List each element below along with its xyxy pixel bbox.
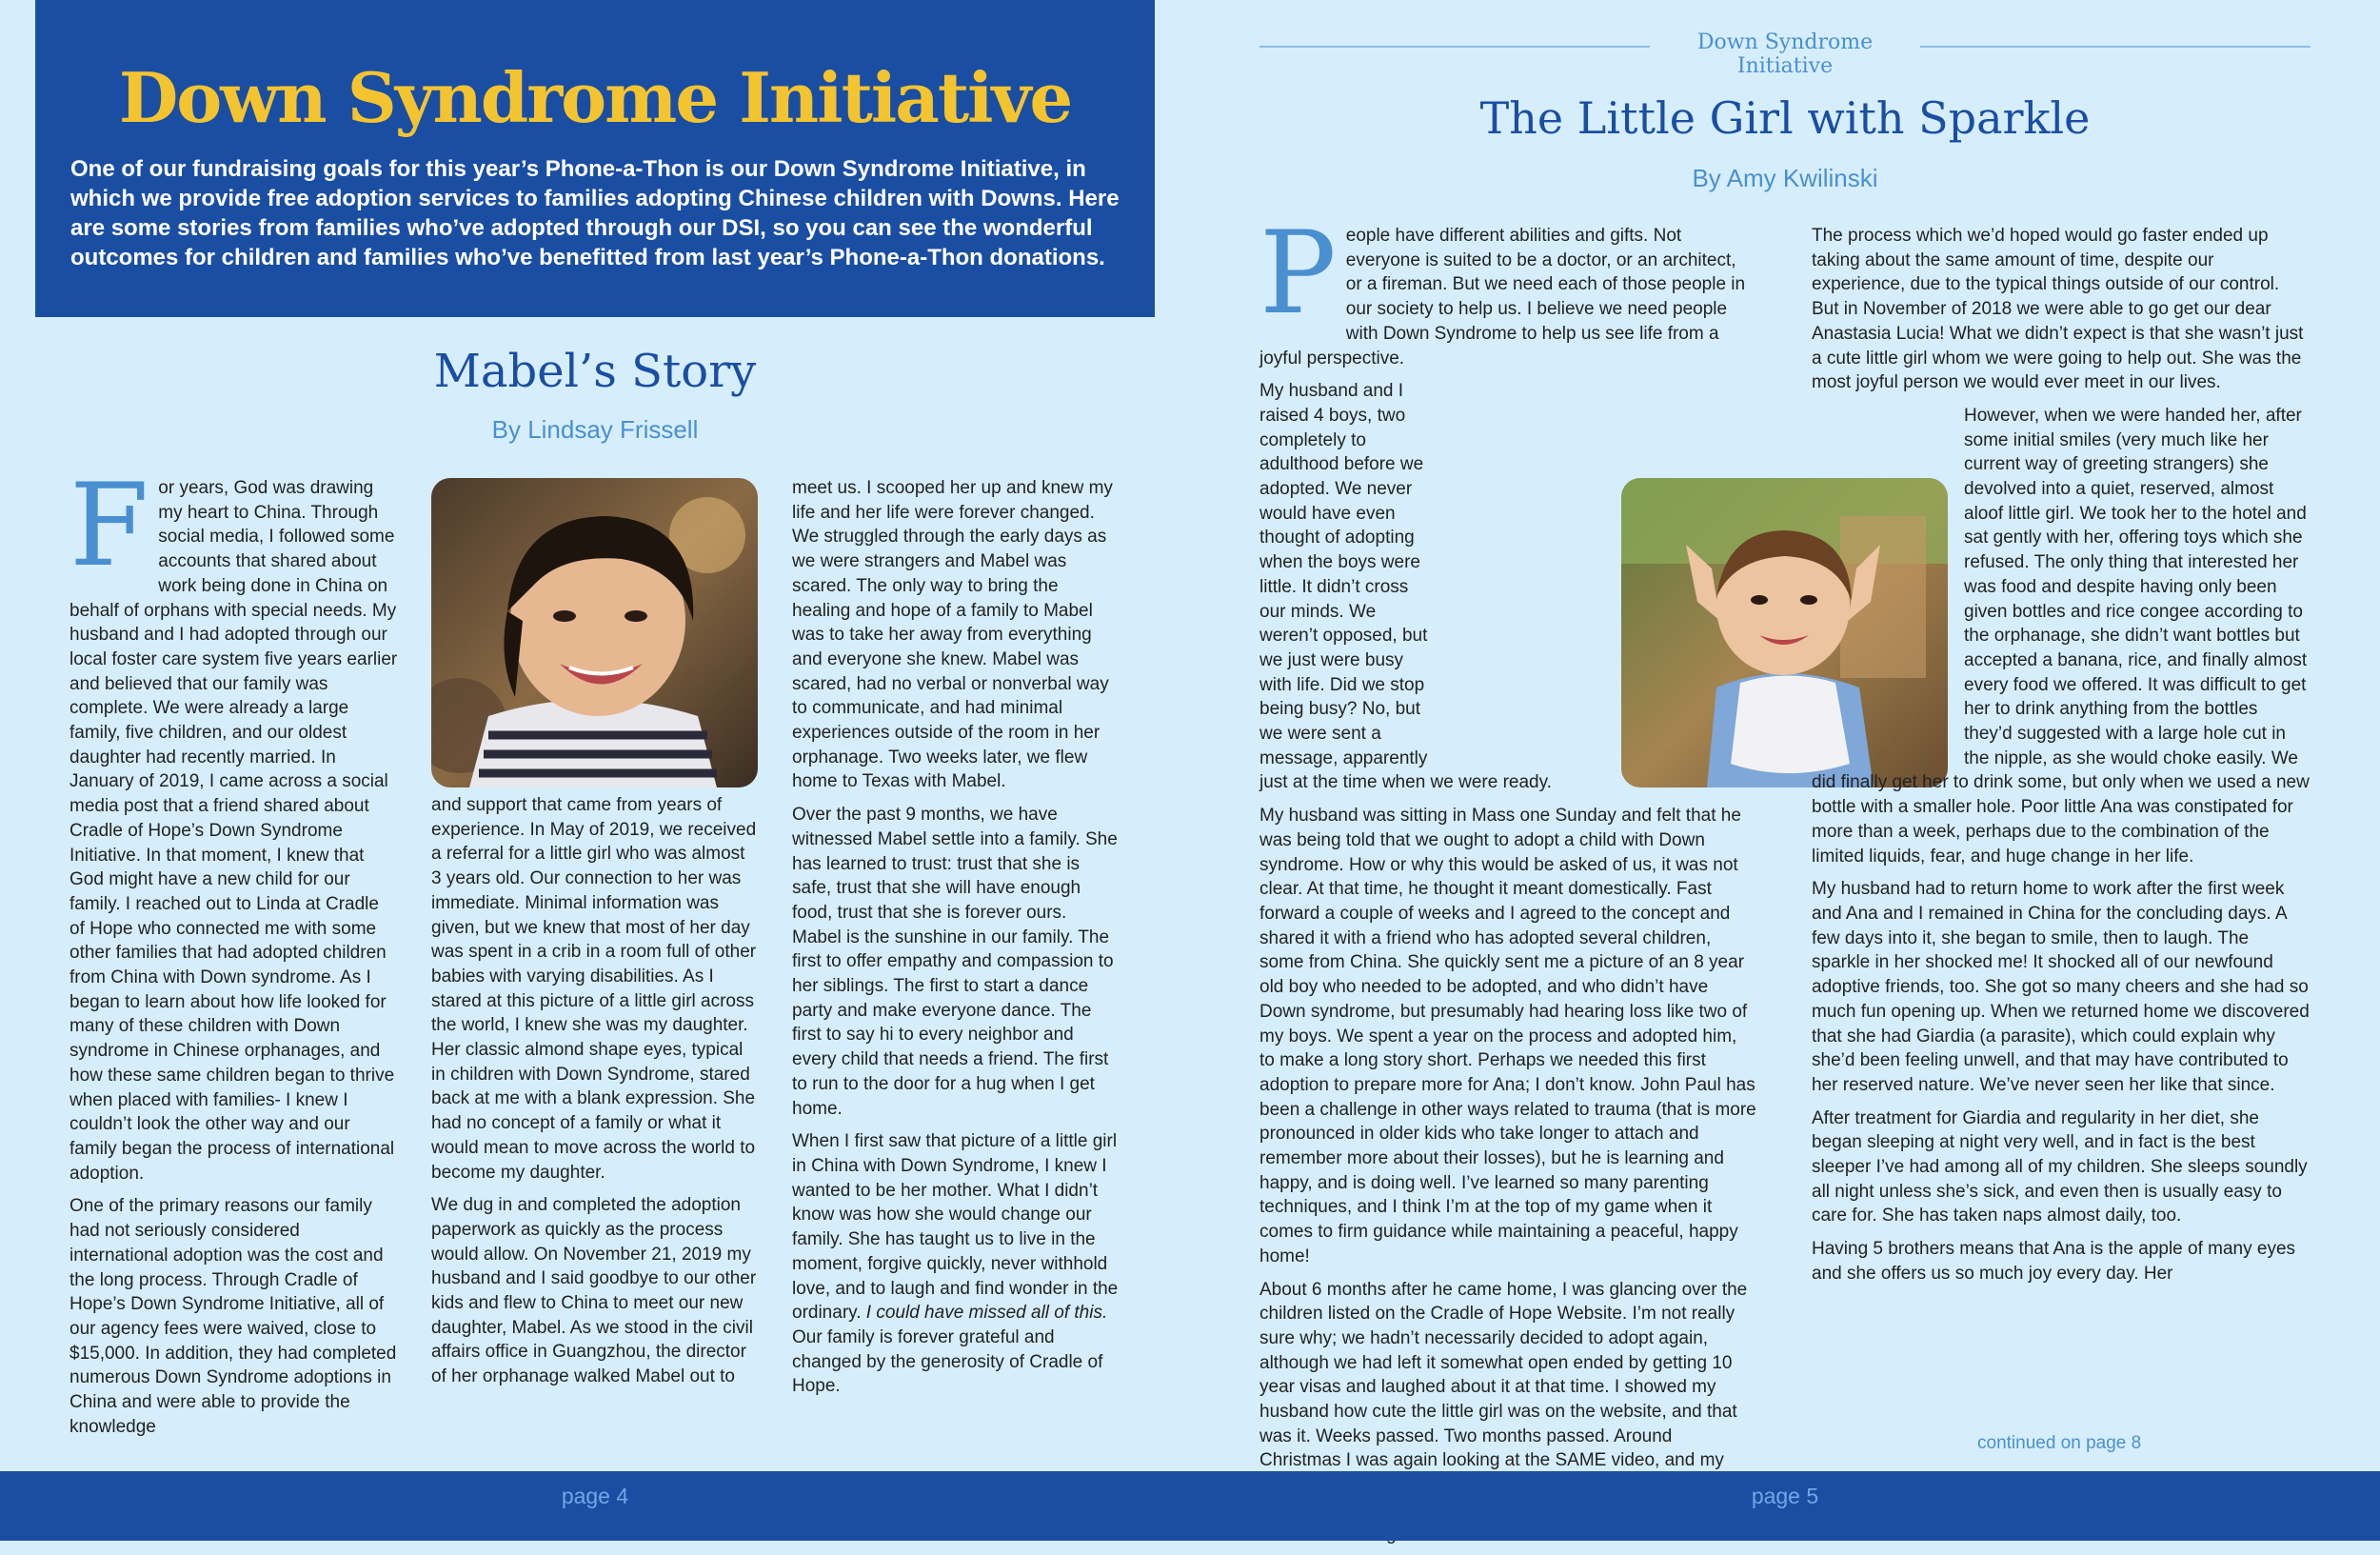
- header-rule-right: [1920, 46, 2311, 48]
- story1-column-2: [431, 793, 760, 1398]
- running-header: Down Syndrome Initiative: [1696, 30, 1874, 78]
- story2-col1-p1: eople have different abilities and gifts. Not everyone is suited to be a doctor, or an architect, or a fireman. But we need each of those people in our society to help us. I believe we need people with Down Syndrome to help us see life from a joyful perspective.: [1259, 226, 1746, 369]
- story1-col2-p1: and support that came from years of experience. In May of 2019, we received a referral for a little girl who was almost 3 years old. Our connection to her was immediate. Minimal information was given, but we knew that most of her day was spent in a crib in a room full of other babies with varying disabilities. As I stared at this picture of a little girl across the world, I knew she was my daughter. Her classic almond shape eyes, typical in children with Down Syndrome, stared back at me with a blank expression. She had no concept of a family or what it would mean to move across the world to become my daughter.: [431, 795, 757, 1183]
- story2-col2-p1: The process which we’d hoped would go faster ended up taking about the same amount of time, despite our experience, due to the typical things outside of our control. But in November of 2018 we were able to go get our dear Anastasia Lucia! What we didn’t expect is that she wasn’t just a cute little girl whom we were going to help out. She was the most joyful person we would ever meet in our lives.: [1812, 226, 2304, 393]
- story2-col2-p4: After treatment for Giardia and regularity in her diet, she began sleeping at night very well, and in fact is the best sleeper I’ve had among all of my children. She sleeps soundly all night unless she’s sick, and even then is usually easy to care for. She has taken naps almost daily, too.: [1812, 1107, 2308, 1226]
- story1-col2-p2: We dug in and completed the adoption paperwork as quickly as the process would allow. On November 21, 2019 my husband and I said goodbye to our other kids and flew to China to meet our new daughter, Mabel. As we stood in the civil affairs office in Guangzhou, the director of her orphanage walked Mabel out to: [431, 1195, 757, 1387]
- footer-bar: [0, 1471, 2380, 1541]
- story1-dropcap: F: [69, 460, 149, 592]
- story2-column-2: [1812, 224, 2311, 1295]
- intro-banner: [35, 0, 1155, 317]
- story1-col3-p1: meet us. I scooped her up and knew my life and her life were forever changed. We struggled through the early days as we were strangers and Mabel was scared. The only way to bring the healing and hope of a family to Mabel was to take her away from everything and everyone she knew. Mabel was scared, had no verbal or nonverbal way to communicate, and had minimal experiences outside of the room in her orphanage. Two weeks later, we flew home to Texas with Mabel.: [792, 478, 1113, 792]
- story2-column-1: [1259, 208, 1756, 1555]
- story2-col2-p5: Having 5 brothers means that Ana is the apple of many eyes and she offers us so much joy every day. Her: [1812, 1239, 2296, 1284]
- story2-col1-p2: My husband and I raised 4 boys, two completely to adulthood before we adopted. We never would have even thought of adopting when the boys were little. It didn’t cross our minds. We weren’t opposed, but we just were busy with life. Did we stop being busy? No, but we were sent a message, apparently just at the time when we were ready.: [1259, 381, 1552, 793]
- story1-col3-p3b: Our family is forever grateful and changed by the generosity of Cradle of Hope.: [792, 1326, 1103, 1397]
- story2-col2-p2: However, when we were handed her, after some initial smiles (very much like her current way of greeting strangers) she devolved into a quiet, reserved, almost aloof little girl. We took her to the hotel and sat gently with her, offering toys which she refused. The only thing that interested her was food and despite having only been given bottles and rice congee according to the orphanage, she didn’t want bottles but accepted a banana, rice, and finally almost every food we offered. It was difficult to get her to drink anything from the bottles they’d suggested with a large hole cut in the nipple, as she would choke easily. We did finally get her to drink some, but only when we used a new bottle with a smaller hole. Poor little Ana was constipated for more than a week, perhaps due to the combination of the limited liquids, fear, and huge change in her life.: [1812, 405, 2310, 867]
- mabel-photo: [431, 478, 758, 787]
- story2-col1-p3: My husband was sitting in Mass one Sunday and felt that he was being told that we ought to adopt a child with Down syndrome. How or why this would be asked of us, it was not clear. At that time, he thought it meant domestically. Fast forward a couple of weeks and I agreed to the concept and shared it with a friend who has adopted several children, some from China. She quickly sent me a picture of an 8 year old boy who needed to be adopted, and who didn’t have Down syndrome, but presumably had hearing loss like two of my boys. We spent a year on the process and adopted him, to make a long story short. Perhaps we needed this first adoption to prepare more for Ana; I don’t know. John Paul has been a challenge in other ways related to trauma (that is more pronounced in older kids who take longer to attach and remember more about their losses), but he is learning and happy, and is doing well. I’ve learned so many parenting techniques, and I think I’m at the top of my game when it comes to firm guidance while maintaining a peaceful, happy home!: [1259, 806, 1756, 1266]
- story1-col3-p3a: When I first saw that picture of a little girl in China with Down Syndrome, I knew I wanted to be her mother. What I didn’t know was how she would change our family. She has taught us to live in the moment, forgive quickly, never withhold love, and to laugh and find wonder in the ordinary.: [792, 1131, 1119, 1324]
- story2-title: The Little Girl with Sparkle: [1479, 92, 2091, 144]
- story1-byline: By Lindsay Frissell: [491, 415, 699, 444]
- story1-col1-p1: or years, God was drawing my heart to China. Through social media, I followed some accounts that shared about work being done in China on behalf of orphans with special needs. My husband and I had adopted through our local foster care system five years earlier and believed that our family was complete. We were already a large family, five children, and our oldest daughter had recently married. In January of 2019, I came across a social media post that a friend shared about Cradle of Hope’s Down Syndrome Initiative. In that moment, I knew that God might have a new child for our family. I reached out to Linda at Cradle of Hope who connected me with some other families that had adopted children from China with Down syndrome. As I began to learn about how life looked for many of these children with Down syndrome in Chinese orphanages, and how these same children began to thrive when placed with families- I knew I couldn’t look the other way and our family began the process of international adoption.: [69, 478, 398, 1184]
- story2-dropcap: P: [1259, 208, 1337, 340]
- story1-title: Mabel’s Story: [433, 345, 757, 398]
- story1-column-1: [69, 460, 398, 1447]
- banner-title: Down Syndrome Initiative: [118, 57, 1072, 138]
- continued-note: continued on page 8: [1977, 1433, 2142, 1453]
- mabel-photo-illustration: [431, 478, 758, 787]
- story1-column-3: [792, 476, 1121, 1407]
- page-number-right: page 5: [1751, 1484, 1819, 1508]
- story1-col3-p3-italic: I could have missed all of this.: [865, 1303, 1108, 1324]
- story2-col1-p4: About 6 months after he came home, I was glancing over the children listed on the Cradle of Hope Website. I’m not really sure why; we hadn’t necessarily decided to adopt again, although we had left it somewhat open ended by getting 10 year visas and laughed about it at that time. I showed my husband how cute the little girl was on the website, and that was it. Weeks passed. Two months passed. Around Christmas I was again looking at the SAME video, and my: [1259, 1279, 1748, 1471]
- story2-byline: By Amy Kwilinski: [1692, 164, 1878, 192]
- header-rule-left: [1259, 46, 1650, 48]
- page-number-left: page 4: [561, 1484, 629, 1508]
- banner-intro: One of our fundraising goals for this year’s Phone-a-Thon is our Down Syndrome Initiative, in which we provide free adoption services to families adopting Chinese children with Downs. Here are some stories from families who’ve adopted through our DSI, so you can see the wonderful outcomes for children and families who’ve benefitted from last year’s Phone-a-Thon donations.: [70, 156, 1120, 270]
- story2-col2-p3: My husband had to return home to work after the first week and Ana and I remained in China for the concluding days. A few days into it, she began to smile, then to laugh. The sparkle in her shocked me! It shocked all of our newfound adoptive friends, too. She got so many cheers and she had so much fun opening up. When we returned home we discovered that she had Giardia (a parasite), which could explain why she’d been feeling unwell, and that may have contributed to her reserved nature. We’ve never seen her like that since.: [1812, 879, 2310, 1095]
- story1-col3-p2: Over the past 9 months, we have witnessed Mabel settle into a family. She has learned to trust: trust that she is safe, trust that she will have enough food, trust that she is forever ours. Mabel is the sunshine in our family. The first to offer empathy and compassion to her siblings. The first to start a dance party and make everyone dance. The first to say hi to every neighbor and every child that needs a friend. The first to run to the door for a hug when I get home.: [792, 805, 1118, 1119]
- story1-col1-p2: One of the primary reasons our family had not seriously considered international adoption was the cost and the long process. Through Cradle of Hope’s Down Syndrome Initiative, all of our agency fees were waived, close to $15,000. In addition, they had completed numerous Down Syndrome adoptions in China and were able to provide the knowledge: [69, 1196, 397, 1437]
